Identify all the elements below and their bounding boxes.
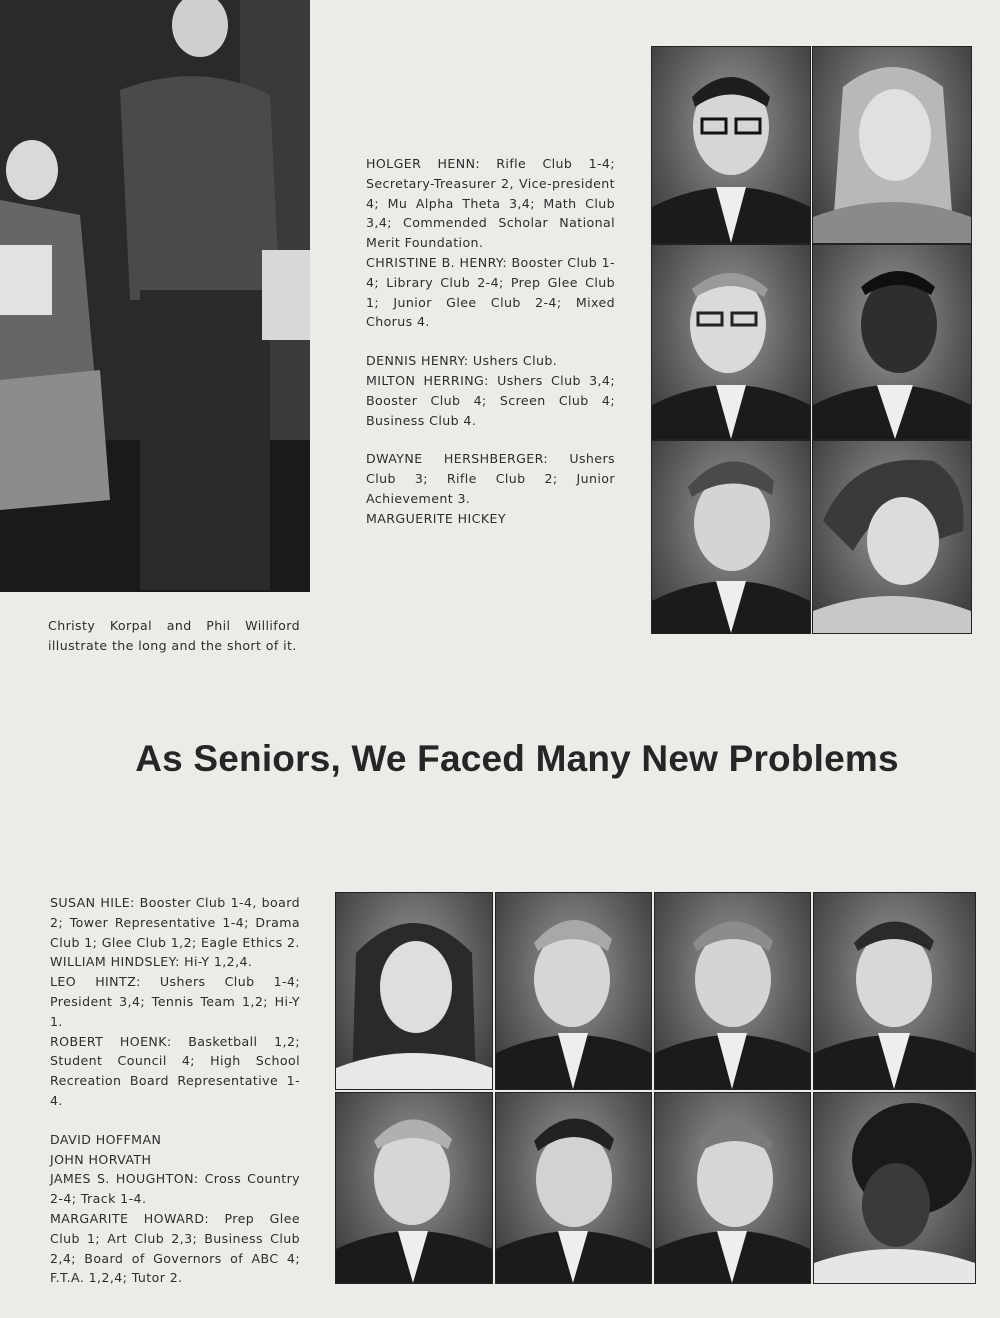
portrait-leo-hintz bbox=[654, 892, 811, 1090]
portrait-robert-hoenk bbox=[813, 892, 976, 1090]
bio-christine-henry: CHRISTINE B. HENRY: Booster Club 1-4; Library Club 2-4; Prep Glee Club 1; Junior Glee Club 2-4; Mixed Chorus 4. bbox=[366, 254, 615, 330]
candid-photo bbox=[0, 0, 310, 592]
portrait-milton-herring bbox=[812, 244, 972, 440]
portrait-david-hoffman bbox=[335, 1092, 493, 1284]
bio-margarite-howard: MARGARITE HOWARD: Prep Glee Club 1; Art Club 2,3; Business Club 2,4; Board of Governors of ABC 4; F.T.A. 1,2,4; Tutor 2. bbox=[50, 1210, 300, 1286]
bio-dennis-henry: DENNIS HENRY: Ushers Club. bbox=[366, 353, 558, 369]
bio-david-hoffman: DAVID HOFFMAN bbox=[50, 1131, 162, 1147]
bio-james-houghton: JAMES S. HOUGHTON: Cross Country 2-4; Track 1-4. bbox=[50, 1171, 300, 1207]
portrait-william-hindsley bbox=[495, 892, 652, 1090]
bio-susan-hile: SUSAN HILE: Booster Club 1-4, board 2; Tower Representative 1-4; Drama Club 1; Glee Club 1,2; Eagle Ethics 2. bbox=[50, 895, 300, 950]
bio-marguerite-hickey: MARGUERITE HICKEY bbox=[366, 510, 506, 526]
bottom-bios-column bbox=[50, 893, 300, 1288]
portrait-susan-hile bbox=[335, 892, 493, 1090]
portrait-dennis-henry bbox=[651, 244, 811, 440]
portrait-james-houghton bbox=[654, 1092, 811, 1284]
portrait-christine-henry bbox=[812, 46, 972, 244]
portrait-holger-henn bbox=[651, 46, 811, 244]
candid-photo-caption: Christy Korpal and Phil Williford illustrate the long and the short of it. bbox=[48, 618, 300, 653]
bio-robert-hoenk: ROBERT HOENK: Basketball 1,2; Student Council 4; High School Recreation Board Representative 1-4. bbox=[50, 1033, 300, 1108]
page-headline: As Seniors, We Faced Many New Problems bbox=[135, 738, 899, 779]
portrait-dwayne-hershberger bbox=[651, 440, 811, 634]
portrait-margarite-howard bbox=[813, 1092, 976, 1284]
bio-john-horvath: JOHN HORVATH bbox=[50, 1151, 152, 1167]
bio-dwayne-hershberger: DWAYNE HERSHBERGER: Ushers Club 3; Rifle Club 2; Junior Achievement 3. bbox=[366, 451, 615, 506]
bio-milton-herring: MILTON HERRING: Ushers Club 3,4; Booster Club 4; Screen Club 4; Business Club 4. bbox=[366, 372, 615, 428]
portrait-john-horvath bbox=[495, 1092, 652, 1284]
portrait-marguerite-hickey bbox=[812, 440, 972, 634]
bio-leo-hintz: LEO HINTZ: Ushers Club 1-4; President 3,4; Tennis Team 1,2; Hi-Y 1. bbox=[50, 974, 300, 1029]
bio-william-hindsley: WILLIAM HINDSLEY: Hi-Y 1,2,4. bbox=[50, 954, 253, 970]
bio-holger-henn: HOLGER HENN: Rifle Club 1-4; Secretary-Treasurer 2, Vice-president 4; Mu Alpha Theta 3,4; Math Club 3,4; Commended Scholar National Merit Foundation. bbox=[366, 156, 615, 251]
top-bios-column bbox=[366, 154, 615, 529]
